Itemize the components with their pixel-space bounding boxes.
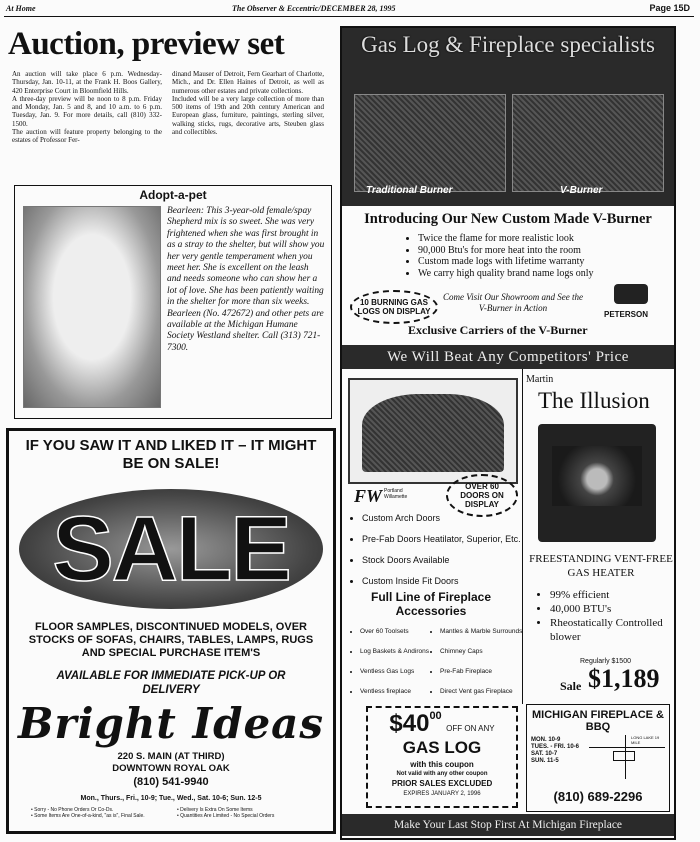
page-number: Page 15D bbox=[649, 3, 690, 13]
fine-print-right: • Delivery Is Extra On Some Items • Quantities Are Limited - No Special Orders bbox=[177, 807, 275, 819]
heater-feature: • 40,000 BTU's bbox=[550, 602, 680, 616]
coupon-off: OFF ON ANY bbox=[446, 724, 495, 733]
traditional-burner-photo bbox=[354, 94, 506, 192]
column-divider bbox=[522, 369, 523, 704]
coupon-cents: 00 bbox=[429, 710, 442, 722]
accessory-item: • Ventless fireplace bbox=[360, 682, 446, 702]
coupon-amount: $40 bbox=[389, 710, 430, 737]
coupon-excluded: PRIOR SALES EXCLUDED bbox=[391, 779, 493, 788]
dog-photo bbox=[23, 206, 161, 408]
accessories-title: Full Line of Fireplace Accessories bbox=[370, 590, 492, 618]
bright-ideas-ad bbox=[6, 428, 336, 834]
accessory-item: • Ventless Gas Logs bbox=[360, 662, 446, 682]
coupon-not-valid: Not valid with any other coupon bbox=[396, 771, 488, 777]
v-burner-features bbox=[406, 233, 594, 279]
store-name: MICHIGAN FIREPLACE & BBQ bbox=[532, 709, 664, 733]
accessory-item: • Chimney Caps bbox=[440, 642, 536, 662]
sale-price: $1,189 bbox=[588, 664, 660, 693]
feature-item: • We carry high quality brand name logs only bbox=[418, 268, 594, 280]
heater-features bbox=[538, 588, 680, 644]
feature-item: • 90,000 Btu's for more heat into the room bbox=[418, 245, 594, 257]
coupon-expires: EXPIRES JANUARY 2, 1996 bbox=[403, 791, 481, 797]
fw-logo-subtitle: Portland Willamette bbox=[384, 488, 408, 500]
adopt-a-pet-title: Adopt-a-pet bbox=[139, 188, 207, 202]
doors-starburst: OVER 60 DOORS ON DISPLAY bbox=[446, 474, 518, 517]
peterson-logo-mark bbox=[614, 284, 648, 304]
article-headline: Auction, preview set bbox=[8, 26, 285, 62]
accessory-item: • Direct Vent gas Fireplace bbox=[440, 682, 536, 702]
accessory-item: • Pre-Fab Fireplace bbox=[440, 662, 536, 682]
fw-logo: FW bbox=[354, 486, 383, 506]
article-column-1: An auction will take place 6 p.m. Wednesday-Thursday, Jan. 10-11, at the Frank H. Boos Gallery, 420 Enterprise Court in Bloomfield Hills. A three-day preview will be noon to 8 p.m. Friday and Monday, Jan. 5 and 8, and 10 a.m. to 6 p.m. Tuesday, Jan. 9. For more details, call (810) 332-1500. The auction will feature property belonging to the estates of Professor Fer- bbox=[12, 70, 162, 145]
store-hours-item: SAT. 10-7 bbox=[531, 751, 558, 757]
traditional-burner-caption: Traditional Burner bbox=[366, 185, 453, 196]
store-hours-item: MON. 10-9 bbox=[531, 737, 561, 743]
store-phone-number: (810) 689-2296 bbox=[553, 789, 643, 804]
heater-feature: • 99% efficient bbox=[550, 588, 680, 602]
gas-logs-starburst: 10 BURNING GAS LOGS ON DISPLAY bbox=[350, 290, 438, 324]
accessory-item: • Mantles & Marble Surrounds bbox=[440, 622, 536, 642]
bright-ideas-logo: Bright Ideas bbox=[17, 699, 325, 748]
sale-graphic: SALE bbox=[19, 489, 323, 609]
peterson-logo: PETERSON bbox=[604, 310, 649, 319]
regular-price: Regularly $1500 bbox=[580, 658, 631, 665]
store-phone: (810) 541-9940 bbox=[133, 776, 209, 788]
showroom-invite: Come Visit Our Showroom and See the V-Burner in Action bbox=[443, 292, 583, 313]
store-address-2: DOWNTOWN ROYAL OAK bbox=[112, 763, 230, 774]
coupon-with: with this coupon bbox=[410, 760, 474, 769]
v-burner-intro: Introducing Our New Custom Made V-Burner bbox=[364, 211, 652, 227]
door-item: • Stock Doors Available bbox=[362, 550, 532, 571]
illusion-title: The Illusion bbox=[538, 388, 650, 413]
sale-label: Sale bbox=[560, 679, 582, 693]
fireplace-door-photo bbox=[348, 378, 518, 484]
map-label: LONG LAKE 19 MILE bbox=[631, 735, 660, 745]
fine-print-left: • Sorry - No Phone Orders Or Co-Ds. • Some Items Are One-of-a-kind, "as is", Final Sale. bbox=[31, 807, 145, 819]
store-map bbox=[589, 735, 665, 779]
gas-log-header-panel bbox=[342, 28, 674, 206]
v-burner-caption: V-Burner bbox=[560, 185, 603, 196]
coupon bbox=[366, 706, 518, 808]
gas-log-title: Gas Log & Fireplace specialists bbox=[361, 32, 655, 57]
article-column-2: dinand Mauser of Detroit, Fern Gearhart of Charlotte, Mich., and Dr. Ellen Haines of Detroit, as well as numerous other estates and private collections. Included will be a very large collection of more than 500 items of 19th and 20th century American and European glass, furniture, paintings, sterling silver, walking sticks, rugs, decorative arts, Steuben glass and collectibles. bbox=[172, 70, 324, 137]
publication-date: The Observer & Eccentric/DECEMBER 28, 1995 bbox=[232, 4, 396, 13]
accessory-item: • Log Baskets & Andirons bbox=[360, 642, 446, 662]
store-block bbox=[526, 704, 670, 812]
accessories-right bbox=[428, 622, 536, 702]
adopt-a-pet-box bbox=[14, 185, 332, 419]
door-item: • Pre-Fab Doors Heatilator, Superior, Etc. bbox=[362, 529, 532, 550]
heater-photo bbox=[538, 424, 656, 542]
store-hours-list bbox=[531, 737, 579, 765]
coupon-item: GAS LOG bbox=[402, 738, 482, 757]
pet-description: Bearleen: This 3-year-old female/spay Shepherd mix is so sweet. She was very frightened when she was first brought in as a stray to the shelter, but will show you her very gentle temperament when you meet her. She is excellent on the leash and needs someone who can show her a lot of love. She has been patiently waiting in the shelter for more than six weeks. Bearleen (No. 472672) and other pets are available at the Michigan Humane Society Westland shelter. Call (313) 721-7300. bbox=[167, 206, 325, 353]
fireplace-ad bbox=[340, 26, 676, 840]
exclusive-carriers: Exclusive Carriers of the V-Burner bbox=[408, 323, 588, 337]
header-rule bbox=[4, 16, 694, 17]
accessory-item: • Over 60 Toolsets bbox=[360, 622, 446, 642]
feature-item: • Twice the flame for more realistic look bbox=[418, 233, 594, 245]
store-hours-item: SUN. 11-5 bbox=[531, 758, 559, 764]
store-hours-item: TUES. - FRI. 10-6 bbox=[531, 744, 580, 750]
door-item: • Custom Arch Doors bbox=[362, 508, 532, 529]
sale-items: FLOOR SAMPLES, DISCONTINUED MODELS, OVER STOCKS OF SOFAS, CHAIRS, TABLES, LAMPS, RUGS AND SPECIAL PURCHASE ITEM'S bbox=[28, 621, 314, 659]
heater-title: FREESTANDING VENT-FREE GAS HEATER bbox=[529, 553, 673, 579]
feature-item: • Custom made logs with lifetime warranty bbox=[418, 256, 594, 268]
door-item: • Custom Inside Fit Doors bbox=[362, 571, 532, 592]
sale-headline: IF YOU SAW IT AND LIKED IT – IT MIGHT BE ON SALE! bbox=[25, 437, 317, 472]
doors-list bbox=[350, 508, 532, 592]
footer-banner: Make Your Last Stop First At Michigan Fireplace bbox=[342, 814, 674, 836]
store-hours: Mon., Thurs., Fri., 10-9; Tue., Wed., Sat. 10-6; Sun. 12-5 bbox=[80, 795, 262, 802]
martin-brand: Martin bbox=[526, 374, 554, 385]
sale-availability: AVAILABLE FOR IMMEDIATE PICK-UP OR DELIVERY bbox=[56, 670, 286, 696]
beat-price-banner: We Will Beat Any Competitors' Price bbox=[342, 345, 674, 369]
v-burner-photo bbox=[512, 94, 664, 192]
heater-feature: • Rheostatically Controlled blower bbox=[550, 616, 680, 644]
store-address-1: 220 S. MAIN (AT THIRD) bbox=[117, 751, 225, 762]
section-label: At Home bbox=[6, 4, 36, 13]
